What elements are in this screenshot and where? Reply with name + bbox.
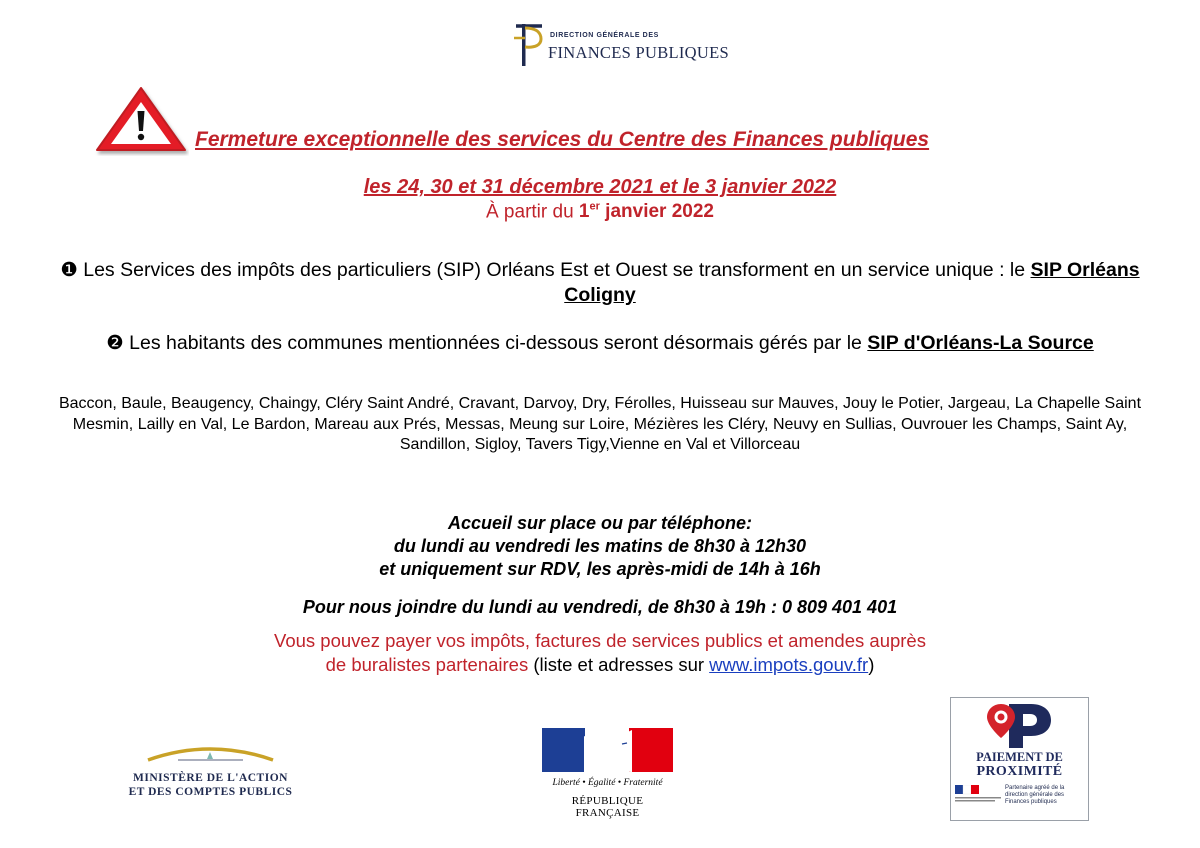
sip-la-source: SIP d'Orléans-La Source [867, 332, 1094, 354]
payment-line1: Vous pouvez payer vos impôts, factures de services publics et amendes auprès [274, 630, 926, 651]
ministere-logo [118, 740, 303, 805]
bullet-one-icon: ❶ [60, 259, 78, 281]
paragraph-two [40, 331, 1160, 356]
effective-date [0, 201, 1200, 223]
paragraph-one [40, 258, 1160, 308]
effective-date-rest: janvier 2022 [599, 201, 714, 223]
bullet-two-icon: ❷ [106, 332, 124, 354]
ministere-line2: ET DES COMPTES PUBLICS [128, 786, 293, 798]
paiement-line2: PROXIMITÉ [976, 764, 1063, 779]
effective-date-prefix: À partir du [485, 201, 579, 223]
marianne-flag-icon [540, 726, 675, 774]
paiement-line1: PAIEMENT DE [976, 750, 1063, 764]
contact-phone: Pour nous joindre du lundi au vendredi, de 8h30 à 19h : 0 809 401 401 [302, 597, 898, 617]
logo-small-text: DIRECTION GÉNÉRALE DES [550, 32, 659, 39]
communes-list: Baccon, Baule, Beaugency, Chaingy, Cléry Saint André, Cravant, Darvoy, Dry, Férolles, Huisseau sur Mauves, Jouy le Potier, Jargeau, La Chapelle Saint Mesmin, Lailly en Val, Le Bardon, Mareau aux Prés, Messas, Meung sur Loire, Mézières les Cléry, Neuvy en Sullias, Ouvrouer les Champs, Saint Ay, Sandillon, Sigloy, Tavers Tigy,Vienne en Val et Villorceau [58, 395, 1142, 453]
paiement-p-icon [951, 698, 1088, 750]
paragraph-one-text: Les Services des impôts des particuliers (SIP) Orléans Est et Ouest se transforment en un service unique : le [77, 259, 1031, 281]
accueil-line1: Accueil sur place ou par téléphone: [447, 513, 753, 533]
paiement-small-text: Partenaire agréé de la direction générale des Finances publiques [1005, 785, 1065, 805]
payment-end: ) [868, 654, 875, 675]
effective-date-day: 1 [578, 201, 590, 223]
mini-republique-logo [955, 785, 1003, 803]
payment-buralistes: de buralistes partenaires [325, 654, 529, 675]
closure-dates: les 24, 30 et 31 décembre 2021 et le 3 janvier 2022 [363, 176, 837, 198]
effective-date-sup: er [589, 201, 600, 213]
sunrise-arc-icon [118, 740, 303, 770]
republique-motto: Liberté • Égalité • Fraternité [552, 778, 663, 788]
dgfip-logo [508, 20, 748, 70]
warning-icon [93, 84, 189, 156]
payment-list-text: (liste et adresses sur [528, 654, 710, 675]
republique-francaise-logo [540, 726, 675, 819]
payment-line2 [0, 653, 1200, 677]
accueil-line3: et uniquement sur RDV, les après-midi de 14h à 16h [379, 559, 821, 579]
sip-coligny: SIP Orléans Coligny [564, 259, 1140, 306]
accueil-block [0, 512, 1200, 581]
republique-label: RÉPUBLIQUE FRANÇAISE [571, 795, 644, 819]
notice-title: Fermeture exceptionnelle des services du Centre des Finances publiques [195, 128, 930, 151]
accueil-line2: du lundi au vendredi les matins de 8h30 à 12h30 [393, 536, 807, 556]
payment-info [0, 629, 1200, 677]
dgfip-emblem-icon [508, 20, 548, 70]
paiement-proximite-logo [950, 697, 1089, 821]
paragraph-two-text: Les habitants des communes mentionnées ci-dessous seront désormais gérés par le [123, 332, 868, 354]
impots-link[interactable]: www.impots.gouv.fr [709, 654, 869, 675]
logo-title: FINANCES PUBLIQUES [548, 43, 729, 62]
ministere-line1: MINISTÈRE DE L'ACTION [133, 772, 288, 784]
